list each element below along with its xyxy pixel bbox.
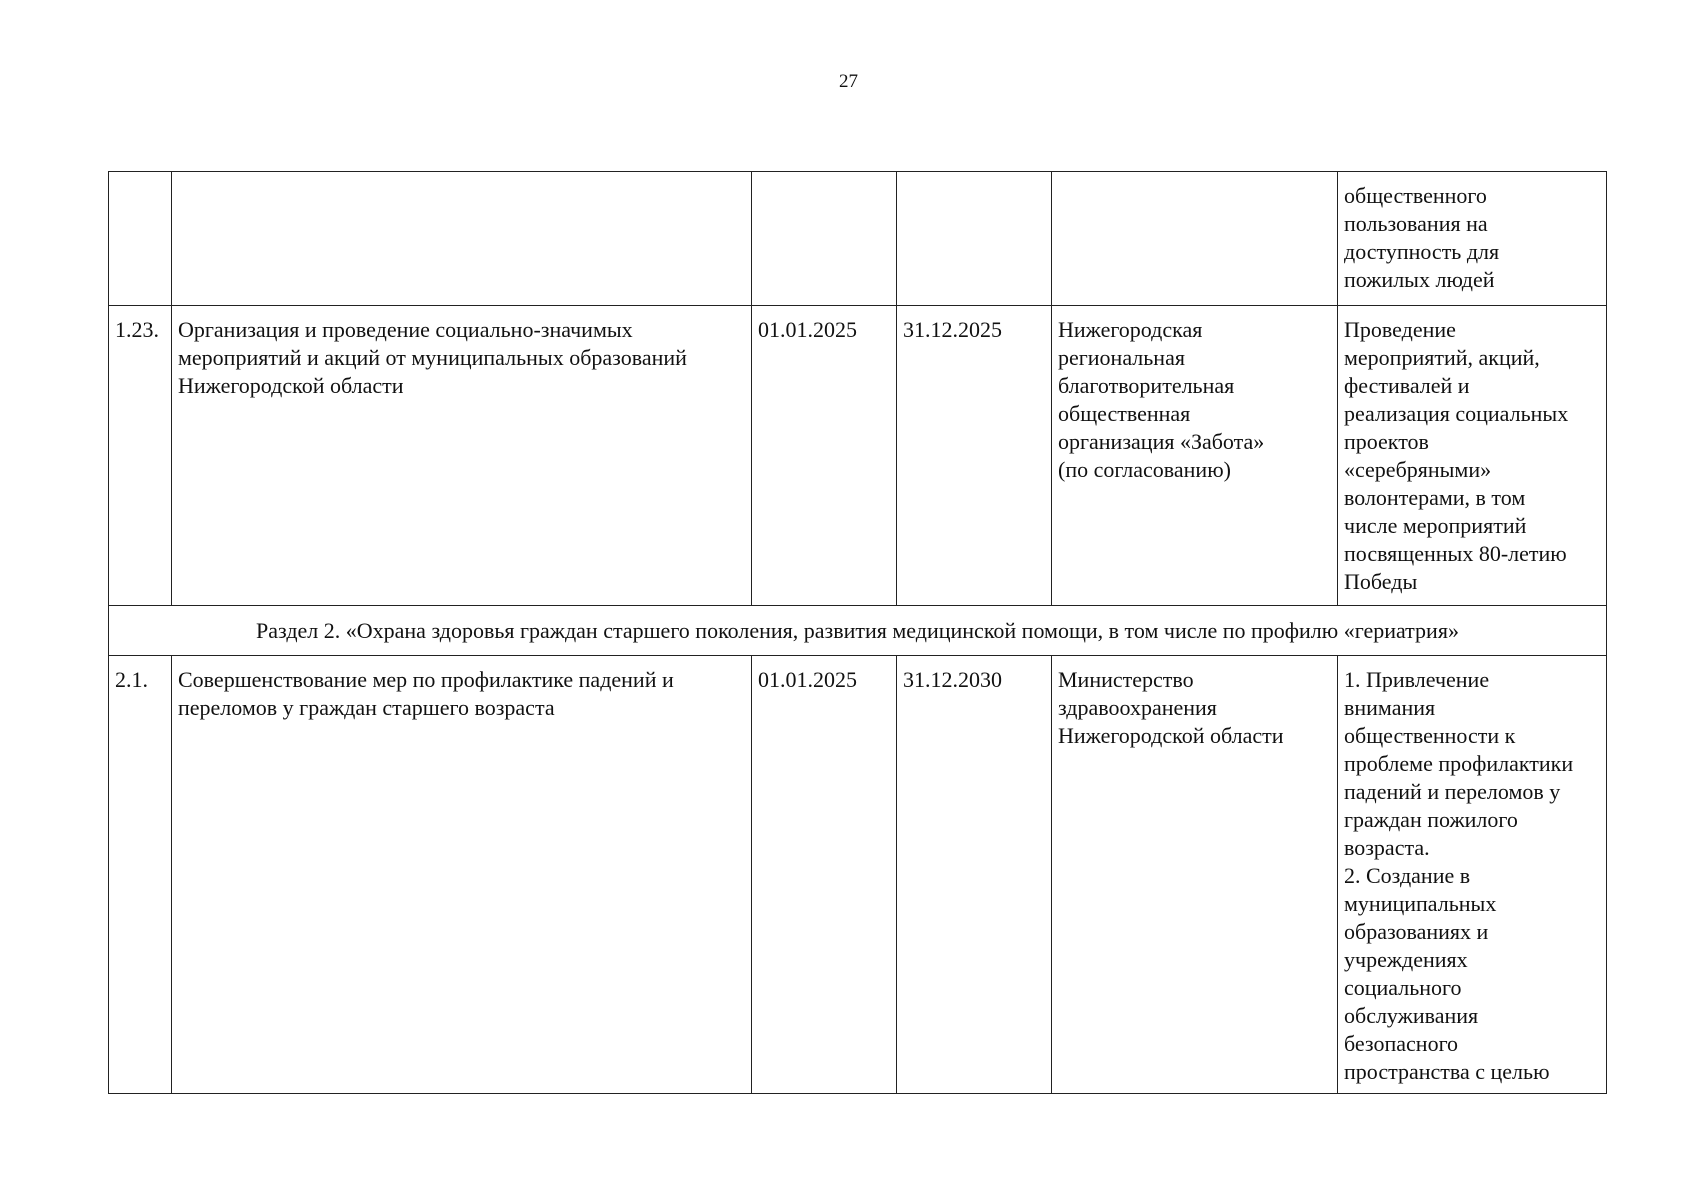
end-date-cell: 31.12.2025 (897, 306, 1052, 606)
row-number-cell: 1.23. (109, 306, 172, 606)
table-row (109, 172, 1607, 306)
start-date-cell (752, 172, 897, 306)
section-heading-row (109, 606, 1607, 656)
table-row (109, 656, 1607, 1094)
start-date-cell: 01.01.2025 (752, 656, 897, 1094)
table-row (109, 306, 1607, 606)
executor-cell (1052, 172, 1338, 306)
result-cell: Проведение мероприятий, акций, фестивалей и реализация социальных проектов «серебряными» волонтерами, в том числе мероприятий посвященных 80-летию Победы (1338, 306, 1607, 606)
start-date-cell: 01.01.2025 (752, 306, 897, 606)
result-cell: 1. Привлечение внимания общественности к проблеме профилактики падений и переломов у граждан пожилого возраста. 2. Создание в муниципальных образованиях и учреждениях социального обслуживания безопасного пространства с целью (1338, 656, 1607, 1094)
executor-cell: Нижегородская региональная благотворительная общественная организация «Забота» (по согласованию) (1052, 306, 1338, 606)
row-number-cell (109, 172, 172, 306)
row-number-cell: 2.1. (109, 656, 172, 1094)
event-cell (172, 172, 752, 306)
end-date-cell (897, 172, 1052, 306)
page-number: 27 (839, 71, 858, 92)
action-plan-table (108, 171, 1607, 1094)
end-date-cell: 31.12.2030 (897, 656, 1052, 1094)
event-cell: Организация и проведение социально-значимых мероприятий и акций от муниципальных образований Нижегородской области (172, 306, 752, 606)
event-cell: Совершенствование мер по профилактике падений и переломов у граждан старшего возраста (172, 656, 752, 1094)
section-heading: Раздел 2. «Охрана здоровья граждан старшего поколения, развития медицинской помощи, в том числе по профилю «гериатрия» (109, 606, 1607, 656)
result-cell: общественного пользования на доступность для пожилых людей (1338, 172, 1607, 306)
executor-cell: Министерство здравоохранения Нижегородской области (1052, 656, 1338, 1094)
